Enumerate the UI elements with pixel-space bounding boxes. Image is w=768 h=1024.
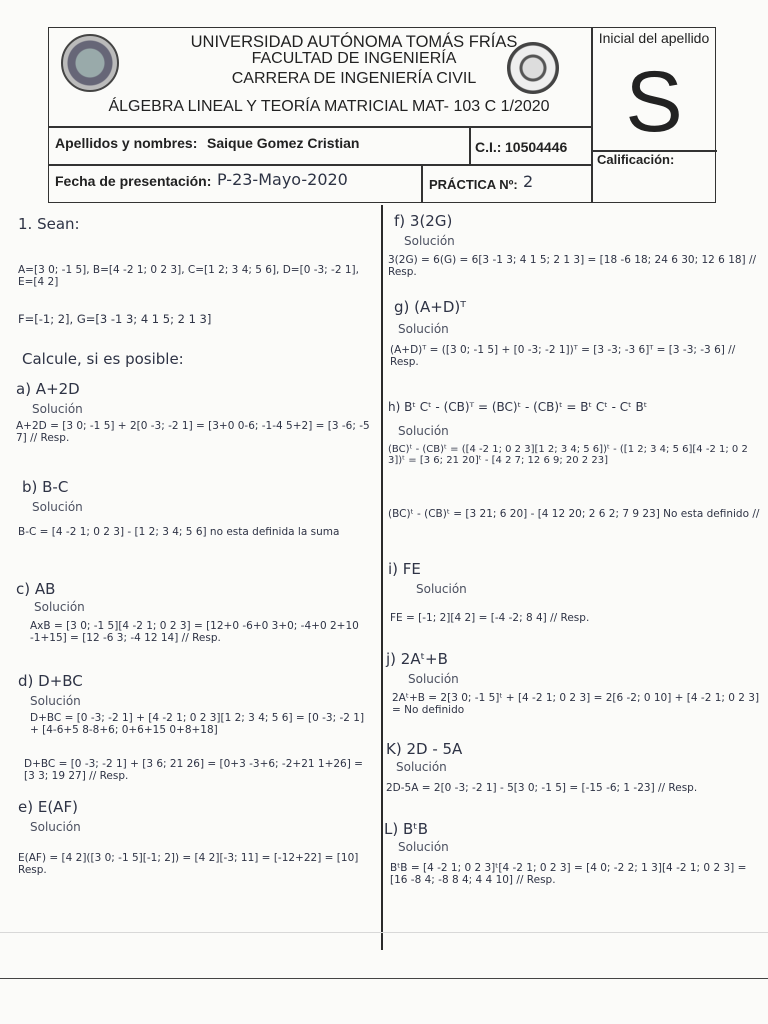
problem-f-work: 3(2G) = 6(G) = 6[3 -1 3; 4 1 5; 2 1 3] = [18 -6 18; 24 6 30; 12 6 18] // Resp. [388,254,757,278]
intro-text: 1. Sean: [18,215,80,233]
ci-label: C.I.: [475,139,502,155]
bottom-edge-line [0,978,768,979]
practice-label: PRÁCTICA Nº: [429,177,518,192]
date-label: Fecha de presentación: [55,173,212,189]
problem-l-title: L) BᵗB [384,820,428,838]
names-label: Apellidos y nombres: [55,135,198,151]
university-name: UNIVERSIDAD AUTÓNOMA TOMÁS FRÍAS [190,33,518,51]
problem-b-work: B-C = [4 -2 1; 0 2 3] - [1 2; 3 4; 5 6] no esta definida la suma [18,526,340,538]
problem-f-title: f) 3(2G) [394,212,453,230]
calculate-prompt: Calcule, si es posible: [22,350,184,368]
problem-h-solution-label: Solución [398,424,449,438]
problem-k-solution-label: Solución [396,760,447,774]
definitions-line-2: F=[-1; 2], G=[3 -1 3; 4 1 5; 2 1 3] [18,312,212,326]
problem-h-title: h) Bᵗ Cᵗ - (CB)ᵀ = (BC)ᵗ - (CB)ᵗ = Bᵗ Cᵗ - Cᵗ Bᵗ [388,400,648,414]
problem-e-title: e) E(AF) [18,798,78,816]
bottom-rule [0,932,768,933]
problem-a-work: A+2D = [3 0; -1 5] + 2[0 -3; -2 1] = [3+0 0-6; -1-4 5+2] = [3 -6; -5 7] // Resp. [16,420,370,444]
problem-k-title: K) 2D - 5A [386,740,463,758]
problem-c-solution-label: Solución [34,600,85,614]
problem-c-work: AxB = [3 0; -1 5][4 -2 1; 0 2 3] = [12+0 -6+0 3+0; -4+0 2+10 -1+15] = [12 -6 3; -4 12 14] // Resp. [30,620,359,644]
problem-e-work: E(AF) = [4 2]([3 0; -1 5][-1; 2]) = [4 2][-3; 11] = [-12+22] = [10] Resp. [18,852,359,876]
problem-f-solution-label: Solución [404,234,455,248]
faculty-name: FACULTAD DE INGENIERÍA [251,50,457,67]
problem-k-work: 2D-5A = 2[0 -3; -2 1] - 5[3 0; -1 5] = [-15 -6; 1 -23] // Resp. [386,782,698,794]
grade-label: Calificación: [597,152,675,167]
problem-g-work: (A+D)ᵀ = ([3 0; -1 5] + [0 -3; -2 1])ᵀ = [3 -3; -3 6]ᵀ = [3 -3; -3 6] // Resp. [390,344,736,368]
header-form [48,27,716,203]
names-value: Saique Gomez Cristian [207,135,360,151]
problem-i-title: i) FE [388,560,421,578]
column-divider [381,205,383,950]
problem-a-title: a) A+2D [16,380,80,398]
practice-value: 2 [523,172,534,191]
problem-b-title: b) B-C [22,478,69,496]
initial-label: Inicial del apellido [598,30,710,46]
problem-d-work-1: D+BC = [0 -3; -2 1] + [4 -2 1; 0 2 3][1 2; 3 4; 5 6] = [0 -3; -2 1] + [4-6+5 8-8+6; 0+6+15 0+8+18] [30,712,365,736]
problem-h-work-2: (BC)ᵗ - (CB)ᵗ = [3 21; 6 20] - [4 12 20; 2 6 2; 7 9 23] No esta definido // [388,508,760,520]
problem-d-work-2: D+BC = [0 -3; -2 1] + [3 6; 21 26] = [0+3 -3+6; -2+21 1+26] = [3 3; 19 27] // Resp. [24,758,363,782]
ci-value: 10504446 [505,139,568,155]
problem-d-solution-label: Solución [30,694,81,708]
career-name: CARRERA DE INGENIERÍA CIVIL [231,70,477,87]
problem-c-title: c) AB [16,580,56,598]
problem-d-title: d) D+BC [18,672,83,690]
problem-a-solution-label: Solución [32,402,83,416]
date-value: P-23-Mayo-2020 [217,170,348,189]
problem-l-work: BᵗB = [4 -2 1; 0 2 3]ᵗ[4 -2 1; 0 2 3] = [4 0; -2 2; 1 3][4 -2 1; 0 2 3] = [16 -8 4; -8 8 4; 4 4 10] // Resp. [390,862,747,886]
initial-value: S [625,54,683,150]
problem-j-title: j) 2Aᵗ+B [386,650,448,668]
problem-l-solution-label: Solución [398,840,449,854]
problem-b-solution-label: Solución [32,500,83,514]
university-seal-logo [61,34,119,92]
definitions-line-1: A=[3 0; -1 5], B=[4 -2 1; 0 2 3], C=[1 2; 3 4; 5 6], D=[0 -3; -2 1], E=[4 2] [18,264,359,288]
problem-i-solution-label: Solución [416,582,467,596]
course-name: ÁLGEBRA LINEAL Y TEORÍA MATRICIAL MAT- 103 C 1/2020 [108,98,550,115]
problem-g-title: g) (A+D)ᵀ [394,298,466,316]
problem-g-solution-label: Solución [398,322,449,336]
problem-j-work: 2Aᵗ+B = 2[3 0; -1 5]ᵗ + [4 -2 1; 0 2 3] = 2[6 -2; 0 10] + [4 -2 1; 0 2 3] = No definido [392,692,760,716]
problem-i-work: FE = [-1; 2][4 2] = [-4 -2; 8 4] // Resp. [390,612,590,624]
problem-h-work-1: (BC)ᵗ - (CB)ᵗ = ([4 -2 1; 0 2 3][1 2; 3 4; 5 6])ᵗ - ([1 2; 3 4; 5 6][4 -2 1; 0 2 3])ᵗ = [3 6; 21 20]ᵗ - [4 2 7; 12 6 9; 20 2 23] [388,444,748,466]
problem-j-solution-label: Solución [408,672,459,686]
problem-e-solution-label: Solución [30,820,81,834]
